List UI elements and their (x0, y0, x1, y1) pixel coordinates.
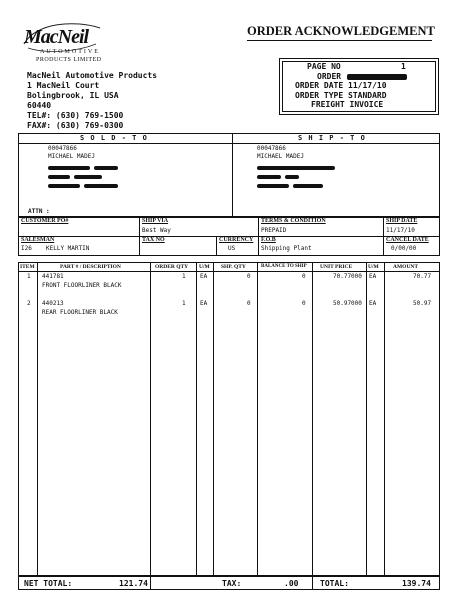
order-date-value: 11/17/10 (348, 81, 387, 90)
sold-to-city-redacted (74, 175, 102, 179)
tax-value: .00 (284, 579, 299, 588)
page-no-label: PAGE NO (307, 62, 341, 71)
company-logo (16, 14, 106, 66)
order-type-label: ORDER TYPE (295, 90, 344, 100)
col-header-amount: AMOUNT (393, 264, 419, 270)
customer-po-label: CUSTOMER PO# (21, 218, 69, 224)
sold-to-address-redacted (48, 166, 90, 170)
company-address (27, 71, 157, 131)
ship-date-value: 11/17/10 (386, 227, 415, 234)
order-label: ORDER (317, 71, 342, 81)
sold-to-address-redacted (94, 166, 118, 170)
logo-sub2: PRODUCTS LIMITED (36, 57, 102, 63)
sold-to-id: 00047866 (48, 145, 77, 152)
total-value: 139.74 (402, 579, 431, 588)
col-header-part: PART # / DESCRIPTION (60, 264, 121, 270)
cell-unit-price: 70.77000 (333, 273, 362, 280)
logo-sub1: AUTOMOTIVE (40, 49, 100, 55)
cancel-date-label: CANCEL DATE (386, 237, 429, 243)
sold-to-zip-redacted (48, 184, 80, 188)
title-underline (247, 40, 432, 41)
col-header-unit-price: UNIT PRICE (320, 264, 353, 270)
order-number-redacted (347, 74, 407, 80)
tax-label: TAX: (222, 579, 242, 588)
sold-to-header: S O L D - T O (80, 134, 148, 142)
cell-amount: 50.97 (413, 300, 432, 307)
ship-date-label: SHIP DATE (386, 218, 418, 224)
col-header-um: U/M (199, 264, 210, 270)
cell-order-qty: 1 (182, 300, 186, 307)
ship-to-city-redacted (257, 175, 281, 179)
fields-divider (139, 217, 140, 256)
salesman-code: I26 (21, 245, 32, 252)
cancel-date-value: 0/00/00 (391, 245, 417, 252)
cell-um2: EA (369, 273, 377, 280)
net-total-value: 121.74 (119, 579, 148, 588)
company-address-2: Bolingbrook, IL USA (27, 91, 119, 100)
cell-description: REAR FLOORLINER BLACK (42, 309, 118, 316)
fob-value: Shipping Plant (261, 245, 312, 252)
ship-to-name: MICHAEL MADEJ (257, 153, 304, 160)
attn-label: ATTN : (28, 208, 50, 215)
ship-via-value: Best Way (142, 227, 171, 234)
cell-item: 1 (27, 273, 31, 280)
cell-part: 441781 (42, 273, 64, 280)
company-fax: FAX#: (630) 769-0300 (27, 121, 124, 130)
address-header-rule (18, 143, 440, 144)
tax-no-label: TAX NO (142, 237, 165, 243)
page-title: ORDER ACKNOWLEDGEMENT (247, 24, 435, 38)
address-divider (232, 133, 233, 217)
table-row (0, 273, 463, 293)
sold-to-block (48, 145, 95, 161)
fob-label: F.O.B (261, 237, 276, 243)
cell-order-qty: 1 (182, 273, 186, 280)
ship-to-block (257, 145, 304, 161)
col-header-shp-qty: SHP. QTY (221, 264, 246, 270)
company-name: MacNeil Automotive Products (27, 71, 158, 80)
total-label: TOTAL: (320, 579, 349, 588)
currency-value: US (228, 245, 236, 252)
sold-to-city-redacted (48, 175, 70, 179)
sold-to-zip-redacted (84, 184, 118, 188)
order-info (295, 62, 406, 110)
cell-description: FRONT FLOORLINER BLACK (42, 282, 122, 289)
net-total-label: NET TOTAL: (24, 579, 73, 588)
totals-divider (312, 576, 313, 590)
col-header-balance: BALANCE TO SHIP (261, 264, 307, 269)
col-header-item: ITEM (20, 264, 35, 270)
table-header-rule (18, 271, 440, 272)
company-address-1: 1 MacNeil Court (27, 81, 100, 90)
totals-divider (150, 576, 151, 590)
cell-um: EA (200, 300, 208, 307)
ship-to-id: 00047866 (257, 145, 286, 152)
cell-balance: 0 (302, 300, 306, 307)
order-date-label: ORDER DATE (295, 81, 344, 90)
ship-to-zip-redacted (293, 184, 323, 188)
salesman-label: SALESMAN (21, 237, 55, 243)
cell-part: 440213 (42, 300, 64, 307)
cell-um2: EA (369, 300, 377, 307)
sold-to-name: MICHAEL MADEJ (48, 153, 95, 160)
cell-shp-qty: 0 (247, 273, 251, 280)
cell-item: 2 (27, 300, 31, 307)
ship-via-label: SHIP VIA (142, 218, 169, 224)
cell-shp-qty: 0 (247, 300, 251, 307)
cell-um: EA (200, 273, 208, 280)
ship-to-city-redacted (285, 175, 299, 179)
col-header-um2: U/M (368, 264, 379, 270)
fields-divider (216, 236, 217, 256)
ship-to-address-redacted (257, 166, 335, 170)
freight-invoice: FREIGHT INVOICE (311, 100, 384, 109)
ship-to-header: S H I P - T O (298, 134, 366, 142)
cell-balance: 0 (302, 273, 306, 280)
cell-amount: 70.77 (413, 273, 432, 280)
company-zip: 60440 (27, 101, 52, 110)
page-no-value: 1 (401, 62, 406, 71)
order-type-value: STANDARD (348, 90, 387, 100)
ship-to-zip-redacted (257, 184, 289, 188)
cell-unit-price: 50.97000 (333, 300, 362, 307)
table-row (0, 300, 463, 320)
fields-divider (383, 217, 384, 256)
terms-value: PREPAID (261, 227, 287, 234)
terms-label: TERMS & CONDITION (261, 218, 326, 224)
col-header-order-qty: ORDER QTY (155, 264, 189, 270)
company-tel: TEL#: (630) 769-1500 (27, 111, 124, 120)
salesman-name: KELLY MARTIN (46, 245, 90, 252)
fields-divider (258, 217, 259, 256)
currency-label: CURRENCY (219, 237, 254, 243)
logo-brand: MacNeil (24, 26, 89, 48)
